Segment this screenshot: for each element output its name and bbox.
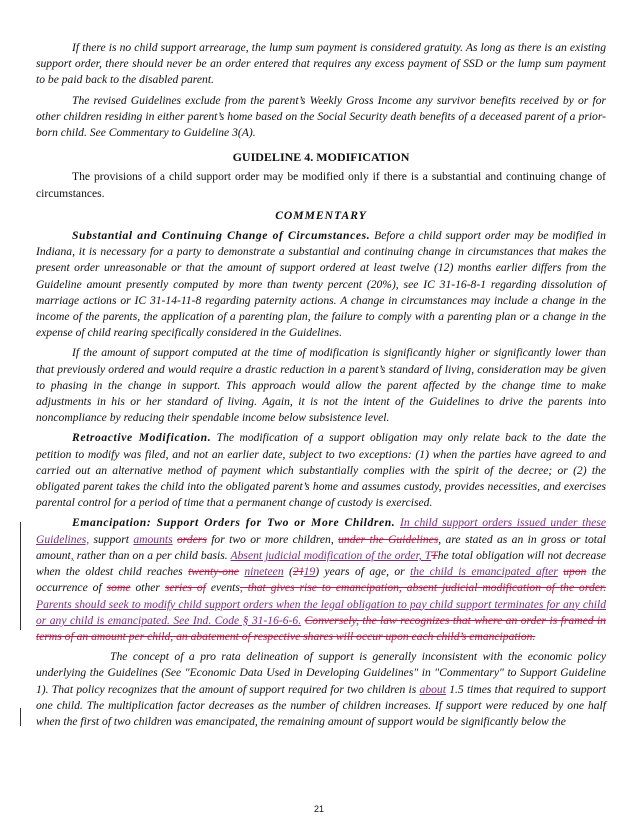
deleted-text: Conversely, the law recognizes that where an order is framed in terms of an amount per child, an abatement of respective shares will occur upon each child’s emancipation. [36, 613, 606, 643]
text-run: support [89, 532, 134, 546]
inserted-text: Absent judicial modification of the order, T [230, 548, 432, 562]
deleted-text: twenty-one [188, 565, 239, 579]
paragraph: The provisions of a child support order may be modified only if there is a substantial and continuing change of circumstances. [36, 170, 606, 200]
text-run: he total obligation will not decrease when the oldest child reaches [36, 548, 606, 579]
inserted-text: Parents should seek to modify child support orders when the legal obligation to pay child support terminates for any child or any child is emancipated. See Ind. Code § 31-16-6-6. [36, 597, 606, 627]
paragraph [36, 430, 606, 511]
text-run: events [205, 581, 240, 595]
deleted-text: under the Guidelines [338, 532, 439, 546]
text-run: other [130, 581, 165, 595]
text-run: rather than on a per child basis. [73, 548, 231, 562]
paragraph-text: The modification of a support obligation may only relate back to the date the petition to modify was filed, and not an earlier date, subject to two exceptions: (1) when the parties have agreed to and carried out an alternative method of payment which substantially complies with the spirit of the decree; or (2) the obligated parent takes the child into the obligated parent’s home and assumes custody, provides necessities, and exercises parental control for a period of time that a permanent change of custody is exercised. [36, 431, 606, 510]
text-run: , are stated as an in gross or total amount [36, 532, 607, 562]
deleted-text: 21 [292, 565, 304, 579]
paragraph-tracked-changes [36, 515, 606, 645]
run-in-heading: Retroactive Modification. [72, 431, 212, 445]
paragraph-text: Before a child support order may be modified in Indiana, it is necessary for a party to demonstrate a substantial and continuing change in circumstances that makes the present order unreasonable or that the amount of support ordered at least twelve (12) months earlier differs from the Guideline amount presently computed by more than twenty percent (20%), see IC 31-16-8-1 regarding dissolution of marriage actions or IC 31-14-11-8 regarding paternity actions. A change in circumstances may include a change in the income of the parents, the application of a parenting plan, the failure to comply with a parenting plan or a change in the expense of child rearing specifically considered in the Guidelines. [36, 229, 606, 340]
revision-bar [20, 708, 21, 726]
text-run: ) years of age, or [315, 565, 411, 579]
revision-bar [20, 522, 21, 630]
paragraph: If there is no child support arrearage, the lump sum payment is considered gratuity. As long as there is an existing support order, there should never be an order entered that requires any excess payment of SSD or the lump sum payment to be paid back to the disabled parent. [36, 41, 606, 87]
run-in-heading: Emancipation: Support Orders for Two or More Children. [72, 516, 396, 530]
section-heading: GUIDELINE 4. MODIFICATION [232, 150, 410, 165]
deleted-text: some [106, 581, 131, 595]
paragraph: The revised Guidelines exclude from the parent’s Weekly Gross Income any survivor benefits received by or for other children residing in either parent’s home based on the Social Security death benefits of a deceased parent of a prior-born child. See Commentary to Guideline 3(A). [36, 93, 606, 140]
run-in-heading: Substantial and Continuing Change of Circumstances. [72, 229, 371, 243]
paragraph-tracked-changes [36, 649, 606, 730]
inserted-text: nineteen [244, 565, 284, 579]
page-number: 21 [313, 804, 324, 814]
inserted-text: the child is emancipated after [410, 565, 558, 579]
deleted-text: orders [176, 532, 207, 546]
text-run: ( [283, 565, 293, 579]
deleted-text: series of [164, 581, 206, 595]
text-run: The concept of a pro rata delineation of support is generally inconsistent with the economic policy underlying the Guidelines (See "Economic Data Used in Developing Guidelines" in "Commentary" to Support Guideline 1). That policy recognizes that the amount of support required for two children is [36, 650, 606, 696]
deleted-text: upon [563, 565, 587, 579]
paragraph [36, 228, 606, 341]
inserted-text: 19 [303, 565, 316, 579]
text-run: 1.5 times that required to support one child. The multiplication factor decreases as the number of children increases. If support were reduced by one half when the first of two children was emancipated, the remaining amount of support would be significantly below the [36, 682, 606, 728]
inserted-text: amounts [133, 532, 173, 546]
inserted-text: , [70, 548, 74, 562]
document-body [36, 40, 606, 734]
deleted-text: T [431, 548, 438, 562]
text-run: for two or more children, [206, 532, 339, 546]
deleted-text: , that gives rise to emancipation, absent judicial modification of the order. [239, 581, 607, 595]
paragraph: If the amount of support computed at the time of modification is significantly higher or significantly lower than that previously ordered and would require a drastic reduction in a parent’s standard of living, consideration may be given to phasing in the change in support. This approach would allow the parent affected by the change time to make adjustments in his or her standard of living. Again, it is not the intent of the Guidelines to drive the parents into noncompliance by reducing their spendable income below subsistence level. [36, 346, 606, 425]
inserted-text: about [419, 682, 446, 696]
commentary-heading: COMMENTARY [275, 208, 367, 222]
inserted-text: In child support orders issued under these Guidelines, [36, 516, 606, 546]
text-run: the occurrence of [36, 565, 606, 595]
